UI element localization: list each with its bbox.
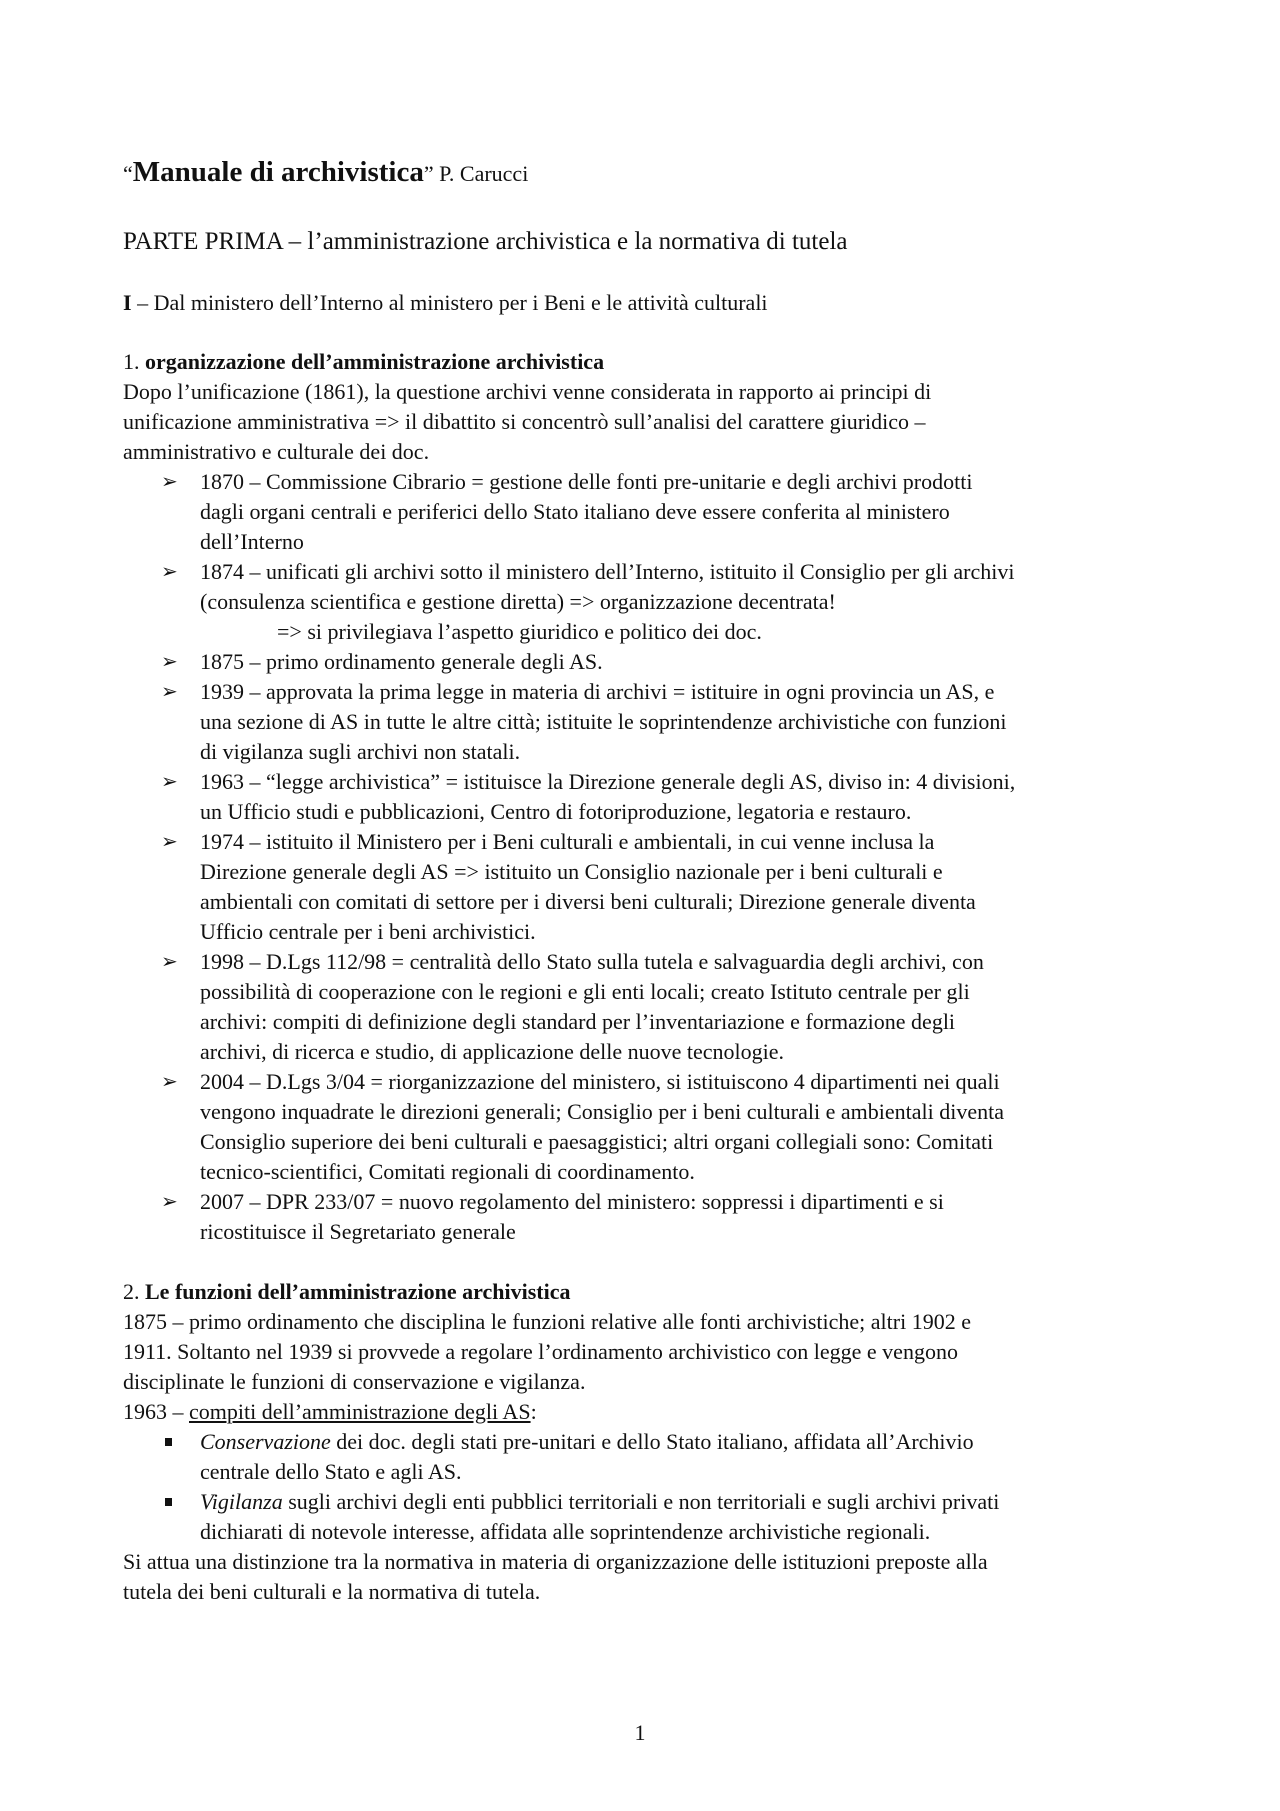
list-item <box>123 947 1015 1067</box>
arrowhead-bullet-icon: ➢ <box>161 561 178 583</box>
list-item-line: 1874 – unificati gli archivi sotto il ministero dell’Interno, istituito il Consiglio per gli archivi ➢ <box>123 557 1015 587</box>
list-item <box>123 1187 1015 1247</box>
arrowhead-bullet-icon: ➢ <box>161 951 178 973</box>
list-item <box>123 1427 999 1487</box>
list-item-line: dichiarati di notevole interesse, affidata alle soprintendenze archivistiche regionali. <box>200 1519 931 1544</box>
list-item-line: archivi: compiti di definizione degli standard per l’inventariazione e formazione degli <box>200 1009 956 1034</box>
chapter-heading <box>123 288 768 318</box>
book-title: Manuale di archivistica <box>132 156 424 188</box>
paragraph-line: 1911. Soltanto nel 1939 si provvede a regolare l’ordinamento archivistico con legge e vengono <box>123 1339 958 1364</box>
list-item-line: centrale dello Stato e agli AS. <box>200 1459 462 1484</box>
list-item-line: ricostituisce il Segretariato generale <box>200 1219 516 1244</box>
section-number: 2. <box>123 1279 145 1304</box>
paragraph-line: Si attua una distinzione tra la normativa in materia di organizzazione delle istituzioni preposte alla <box>123 1549 988 1574</box>
list-item-line: (consulenza scientifica e gestione diretta) => organizzazione decentrata! <box>200 589 836 614</box>
section-1 <box>123 347 1015 1247</box>
list-item <box>123 647 1015 677</box>
list-item <box>123 557 1015 647</box>
list-item-line: 1998 – D.Lgs 112/98 = centralità dello Stato sulla tutela e salvaguardia degli archivi, con ➢ <box>123 947 1015 977</box>
section-number: 1. <box>123 349 145 374</box>
list-item-line: tecnico-scientifici, Comitati regionali di coordinamento. <box>200 1159 695 1184</box>
section-title: Le funzioni dell’amministrazione archivistica <box>145 1279 571 1304</box>
open-quote: “ <box>123 161 133 186</box>
list-item-line: dagli organi centrali e periferici dello Stato italiano deve essere conferita al ministero <box>200 499 950 524</box>
arrowhead-bullet-icon: ➢ <box>161 651 178 673</box>
square-bullet-icon <box>165 1438 172 1446</box>
list-item-line: possibilità di cooperazione con le regioni e gli enti locali; creato Istituto centrale per gli <box>200 979 970 1004</box>
list-item-line: una sezione di AS in tutte le altre città; istituite le soprintendenze archivistiche con funzioni <box>200 709 1007 734</box>
section-heading <box>123 347 1015 377</box>
page-number: 1 <box>634 1720 646 1745</box>
arrowhead-bullet-icon: ➢ <box>161 471 178 493</box>
list-item-line: Ufficio centrale per i beni archivistici. <box>200 919 536 944</box>
compiti-line <box>123 1397 999 1427</box>
list-item-line: Consiglio superiore dei beni culturali e paesaggistici; altri organi collegiali sono: Comitati <box>200 1129 994 1154</box>
list-item-line: di vigilanza sugli archivi non statali. <box>200 739 521 764</box>
list-item-line: 1870 – Commissione Cibrario = gestione delle fonti pre-unitarie e degli archivi prodotti ➢ <box>123 467 1015 497</box>
compiti-label: compiti dell’amministrazione degli AS <box>189 1399 531 1424</box>
author: P. Carucci <box>433 161 529 186</box>
chapter-number: I <box>123 290 132 315</box>
arrowhead-bullet-icon: ➢ <box>161 771 178 793</box>
list-item <box>123 677 1015 767</box>
list-item-line: vengono inquadrate le direzioni generali; Consiglio per i beni culturali e ambientali diventa <box>200 1099 1004 1124</box>
list-item-line: 1963 – “legge archivistica” = istituisce la Direzione generale degli AS, diviso in: 4 divisioni, ➢ <box>123 767 1015 797</box>
paragraph-line: 1875 – primo ordinamento che disciplina le funzioni relative alle fonti archivistiche; altri 1902 e <box>123 1309 971 1334</box>
list-item-line: Direzione generale degli AS => istituito un Consiglio nazionale per i beni culturali e <box>200 859 943 884</box>
list-item <box>123 767 1015 827</box>
list-item-line: 1974 – istituito il Ministero per i Beni culturali e ambientali, in cui venne inclusa la ➢ <box>123 827 1015 857</box>
list-item <box>123 1067 1015 1187</box>
list-item-term: Vigilanza <box>200 1489 283 1514</box>
list-item-line: 2007 – DPR 233/07 = nuovo regolamento del ministero: soppressi i dipartimenti e si ➢ <box>123 1187 1015 1217</box>
list-item <box>123 1487 999 1547</box>
list-item-line: 1875 – primo ordinamento generale degli AS. ➢ <box>123 647 1015 677</box>
list-item-line: un Ufficio studi e pubblicazioni, Centro di fotoriproduzione, legatoria e restauro. <box>200 799 912 824</box>
list-item-line: 1939 – approvata la prima legge in materia di archivi = istituire in ogni provincia un AS, e ➢ <box>123 677 1015 707</box>
list-item-line: ambientali con comitati di settore per i diversi beni culturali; Direzione generale diventa <box>200 889 976 914</box>
compiti-suffix: : <box>530 1399 537 1424</box>
arrowhead-bullet-icon: ➢ <box>161 681 178 703</box>
close-quote: ” <box>423 161 434 186</box>
arrowhead-bullet-icon: ➢ <box>161 1191 178 1213</box>
section-heading <box>123 1277 999 1307</box>
paragraph-line: Dopo l’unificazione (1861), la questione archivi venne considerata in rapporto ai principi di <box>123 379 932 404</box>
paragraph-line: tutela dei beni culturali e la normativa di tutela. <box>123 1579 541 1604</box>
list-item-text: dei doc. degli stati pre-unitari e dello Stato italiano, affidata all’Archivio <box>330 1429 974 1454</box>
compiti-prefix: 1963 – <box>123 1399 189 1424</box>
list-item <box>123 827 1015 947</box>
paragraph-line: disciplinate le funzioni di conservazione e vigilanza. <box>123 1369 586 1394</box>
document-title <box>123 152 528 194</box>
square-bullet-icon <box>165 1498 172 1506</box>
list-item-line <box>123 1427 999 1457</box>
list-item-line: dell’Interno <box>200 529 304 554</box>
list-item-line: archivi, di ricerca e studio, di applicazione delle nuove tecnologie. <box>200 1039 784 1064</box>
list-item-term: Conservazione <box>200 1429 331 1454</box>
list-item-text: sugli archivi degli enti pubblici territoriali e non territoriali e sugli archivi privati <box>282 1489 1000 1514</box>
part-heading: PARTE PRIMA – l’amministrazione archivistica e la normativa di tutela <box>123 228 848 255</box>
arrowhead-bullet-icon: ➢ <box>161 1071 178 1093</box>
section-2 <box>123 1277 999 1607</box>
list-item-line <box>123 1487 999 1517</box>
section-title: organizzazione dell’amministrazione archivistica <box>145 349 605 374</box>
arrowhead-bullet-icon: ➢ <box>161 831 178 853</box>
list-item-subline: => si privilegiava l’aspetto giuridico e politico dei doc. <box>277 619 762 644</box>
paragraph-line: amministrativo e culturale dei doc. <box>123 439 430 464</box>
list-item <box>123 467 1015 557</box>
paragraph-line: unificazione amministrativa => il dibattito si concentrò sull’analisi del carattere giuridico – <box>123 409 926 434</box>
list-item-line: 2004 – D.Lgs 3/04 = riorganizzazione del ministero, si istituiscono 4 dipartimenti nei quali ➢ <box>123 1067 1015 1097</box>
chapter-title: – Dal ministero dell’Interno al ministero per i Beni e le attività culturali <box>131 290 768 315</box>
